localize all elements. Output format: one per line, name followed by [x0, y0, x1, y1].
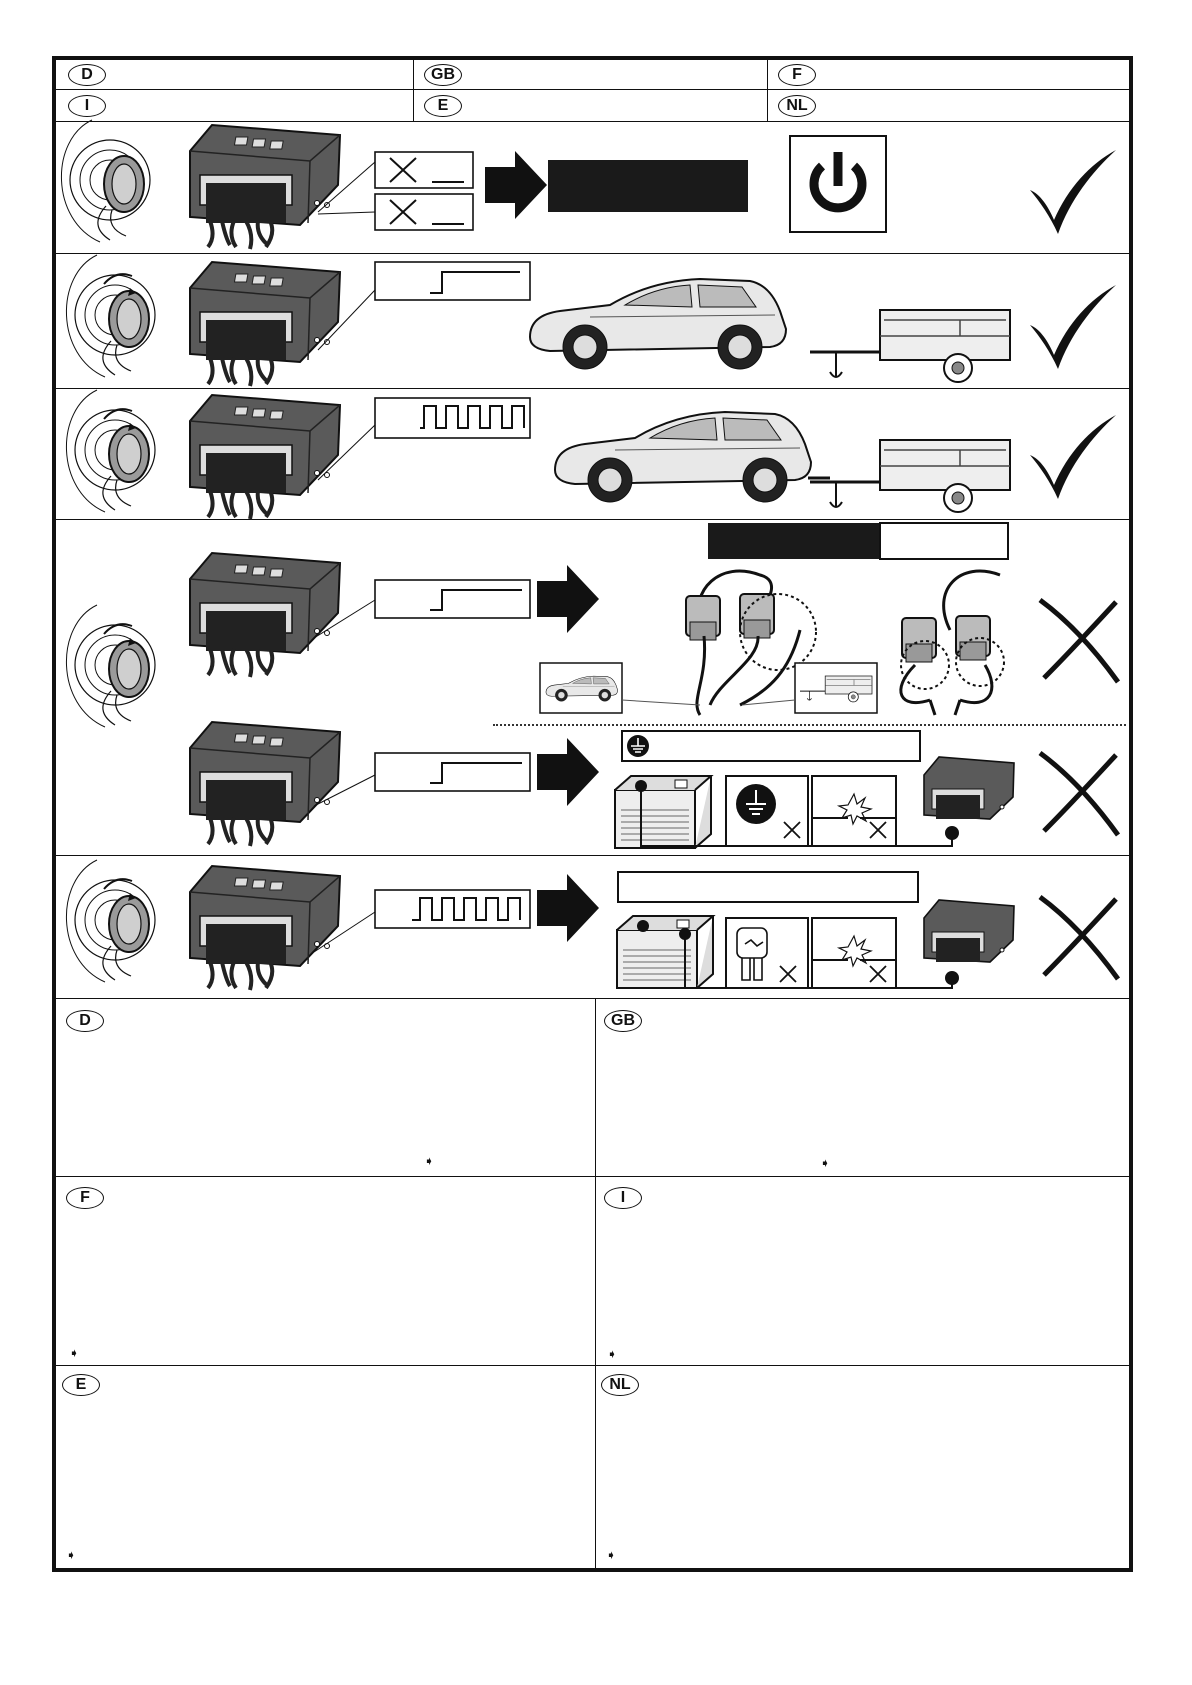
- control-module-icon: [190, 553, 340, 677]
- row-5-fault-fuse: [66, 860, 1118, 990]
- ignition-key-icon: [66, 605, 155, 727]
- arrow-right-icon: [485, 151, 547, 219]
- ground-label-box: [622, 731, 920, 761]
- black-label-bar: [708, 523, 880, 559]
- lang-badge-gb: GB: [604, 1010, 642, 1032]
- short-circuit-box: [812, 918, 896, 988]
- connector-icon: [956, 616, 990, 660]
- lang-badge-gb: GB: [424, 64, 462, 86]
- arrow-right-icon: ➧: [607, 1347, 618, 1361]
- lang-badge-f: F: [778, 64, 816, 86]
- ignition-key-icon: [66, 255, 155, 377]
- lang-badge-e: E: [424, 95, 462, 117]
- control-module-icon: [190, 722, 340, 846]
- control-module-icon: [190, 395, 340, 519]
- battery-icon: [617, 916, 713, 988]
- lang-badge-d: D: [68, 64, 106, 86]
- control-module-icon: [924, 900, 1014, 962]
- signal-panel-steady: [375, 262, 530, 300]
- x-mark-icon: [1040, 600, 1118, 682]
- control-module-icon: [190, 262, 340, 386]
- row-4-fault-wiring: [66, 523, 1118, 848]
- check-mark-icon: [1030, 285, 1116, 369]
- x-mark-icon: [1040, 753, 1118, 835]
- lang-badge-i: I: [68, 95, 106, 117]
- text-grid-col-divider: [595, 999, 596, 1569]
- signal-panel-pulse: [375, 890, 530, 928]
- arrow-right-icon: [537, 874, 599, 942]
- arrow-right-icon: ➧: [606, 1548, 617, 1562]
- battery-icon: [615, 776, 711, 848]
- lang-badge-nl: NL: [778, 95, 816, 117]
- trailer-icon: [810, 440, 1010, 512]
- lang-badge-d: D: [66, 1010, 104, 1032]
- car-icon: [530, 279, 786, 369]
- control-module-icon: [190, 866, 340, 990]
- arrow-right-icon: [537, 738, 599, 806]
- lang-badge-f: F: [66, 1187, 104, 1209]
- row-2-steady-signal-ok: [66, 255, 1116, 386]
- arrow-right-icon: ➧: [66, 1548, 77, 1562]
- fuse-label-box: [618, 872, 918, 902]
- ignition-key-icon: [66, 860, 155, 982]
- ignition-key-icon: [61, 120, 150, 242]
- text-grid-row-divider: [54, 1176, 1131, 1177]
- control-module-icon: [190, 125, 340, 249]
- lang-badge-nl: NL: [601, 1374, 639, 1396]
- row-3-pulse-signal-ok: [66, 390, 1116, 519]
- black-label-bar: [548, 160, 748, 212]
- arrow-right-icon: ➧: [424, 1154, 435, 1168]
- lang-badge-i: I: [604, 1187, 642, 1209]
- row-1-power-off-check: [61, 120, 1116, 249]
- signal-panel-steady: [375, 580, 530, 618]
- arrow-right-icon: [537, 565, 599, 633]
- check-mark-icon: [1030, 415, 1116, 499]
- connector-icon: [902, 618, 936, 662]
- control-module-icon: [924, 757, 1014, 819]
- trailer-icon: [810, 310, 1010, 382]
- arrow-right-icon: ➧: [820, 1156, 831, 1170]
- text-grid-row-divider: [54, 1365, 1131, 1366]
- arrow-right-icon: ➧: [69, 1346, 80, 1360]
- signal-panel-pulse: [375, 398, 530, 438]
- car-icon: [555, 412, 811, 502]
- check-mark-icon: [1030, 150, 1116, 234]
- connector-icon: [686, 596, 720, 640]
- white-label-box: [880, 523, 1008, 559]
- x-mark-icon: [1040, 897, 1118, 979]
- ignition-key-icon: [66, 390, 155, 512]
- signal-panel-steady: [375, 753, 530, 791]
- lang-badge-e: E: [62, 1374, 100, 1396]
